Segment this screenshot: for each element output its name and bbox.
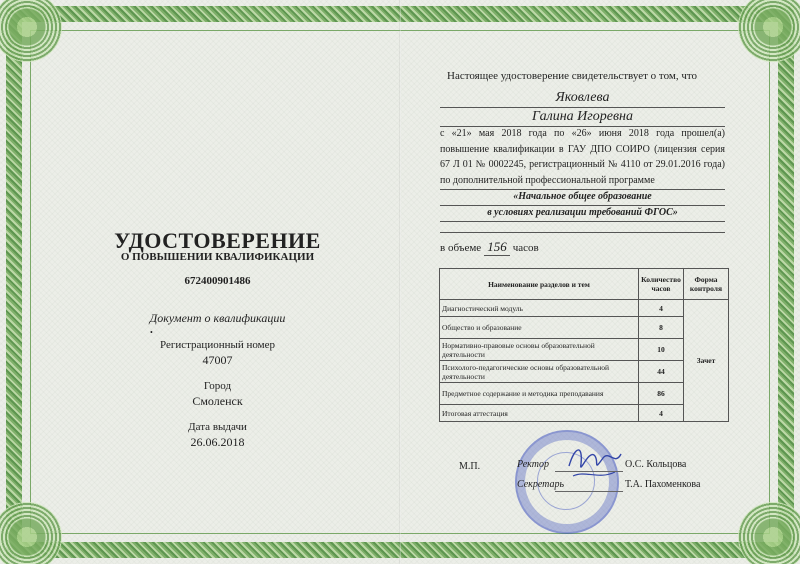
section-name: Нормативно-правовые основы образовательной деятельности [440, 339, 639, 361]
volume-prefix: в объеме [440, 242, 482, 254]
table-header-sections: Наименование разделов и тем [440, 269, 639, 300]
given-name: Галина Игоревна [440, 109, 725, 127]
control-form: Зачет [684, 300, 729, 422]
rector-signature [565, 436, 625, 491]
corner-ornament [738, 502, 800, 564]
left-page [40, 0, 395, 564]
divider [440, 189, 725, 190]
secretary-label: Секретарь [517, 479, 565, 490]
table-row [440, 300, 729, 317]
section-name: Предметное содержание и методика преподавания [440, 383, 639, 405]
issue-date-label: Дата выдачи [188, 421, 247, 433]
section-hours: 4 [639, 300, 684, 317]
rector-label: Ректор [517, 459, 549, 470]
divider [440, 232, 725, 233]
seal-place-label: М.П. [459, 461, 481, 472]
volume-line [440, 239, 539, 256]
registration-label: Регистрационный номер [159, 339, 276, 351]
right-page [425, 0, 725, 564]
volume-hours: 156 [484, 239, 510, 256]
table-header-control: Форма контроля [684, 269, 729, 300]
intro-text: Настоящее удостоверение свидетельствует о том, что [447, 70, 698, 82]
section-hours: 10 [639, 339, 684, 361]
section-name: Итоговая аттестация [440, 405, 639, 422]
section-hours: 8 [639, 317, 684, 339]
certificate-title: УДОСТОВЕРЕНИЕ [114, 228, 321, 253]
table-header-hours: Количество часов [639, 269, 684, 300]
rector-name: О.С. Кольцова [625, 459, 687, 470]
page-fold [399, 0, 401, 564]
document-type: Документ о квалификации [149, 311, 286, 325]
course-table [439, 268, 729, 422]
surname: Яковлева [440, 90, 725, 108]
program-title-line2: в условиях реализации требований ФГОС» [440, 207, 725, 222]
section-name: Диагностический модуль [440, 300, 639, 317]
city-value: Смоленск [192, 394, 243, 408]
signature-line [555, 471, 623, 472]
signature-line [555, 491, 623, 492]
program-title-line1: «Начальное общее образование [440, 191, 725, 206]
secretary-name: Т.А. Пахоменкова [625, 479, 701, 490]
section-hours: 4 [639, 405, 684, 422]
certificate-number: 672400901486 [184, 275, 251, 287]
issue-date-value: 26.06.2018 [190, 435, 245, 449]
registration-number: 47007 [202, 353, 233, 367]
city-label: Город [203, 380, 232, 392]
section-name: Психолого-педагогические основы образовательной деятельности [440, 361, 639, 383]
volume-suffix: часов [512, 242, 539, 254]
section-hours: 44 [639, 361, 684, 383]
certificate-subtitle: О ПОВЫШЕНИИ КВАЛИФИКАЦИИ [120, 251, 315, 263]
section-name: Общество и образование [440, 317, 639, 339]
bullet-mark: • [150, 328, 153, 337]
section-hours: 86 [639, 383, 684, 405]
training-description: с «21» мая 2018 года по «26» июня 2018 года прошел(а) повышение квалификации в ГАУ ДПО СОИРО (лицензия серия 67 Л 01 № 0002245, регистрационный № 4110 от 29.01.2016 года) по дополнительной профессиональной программе [440, 128, 725, 186]
